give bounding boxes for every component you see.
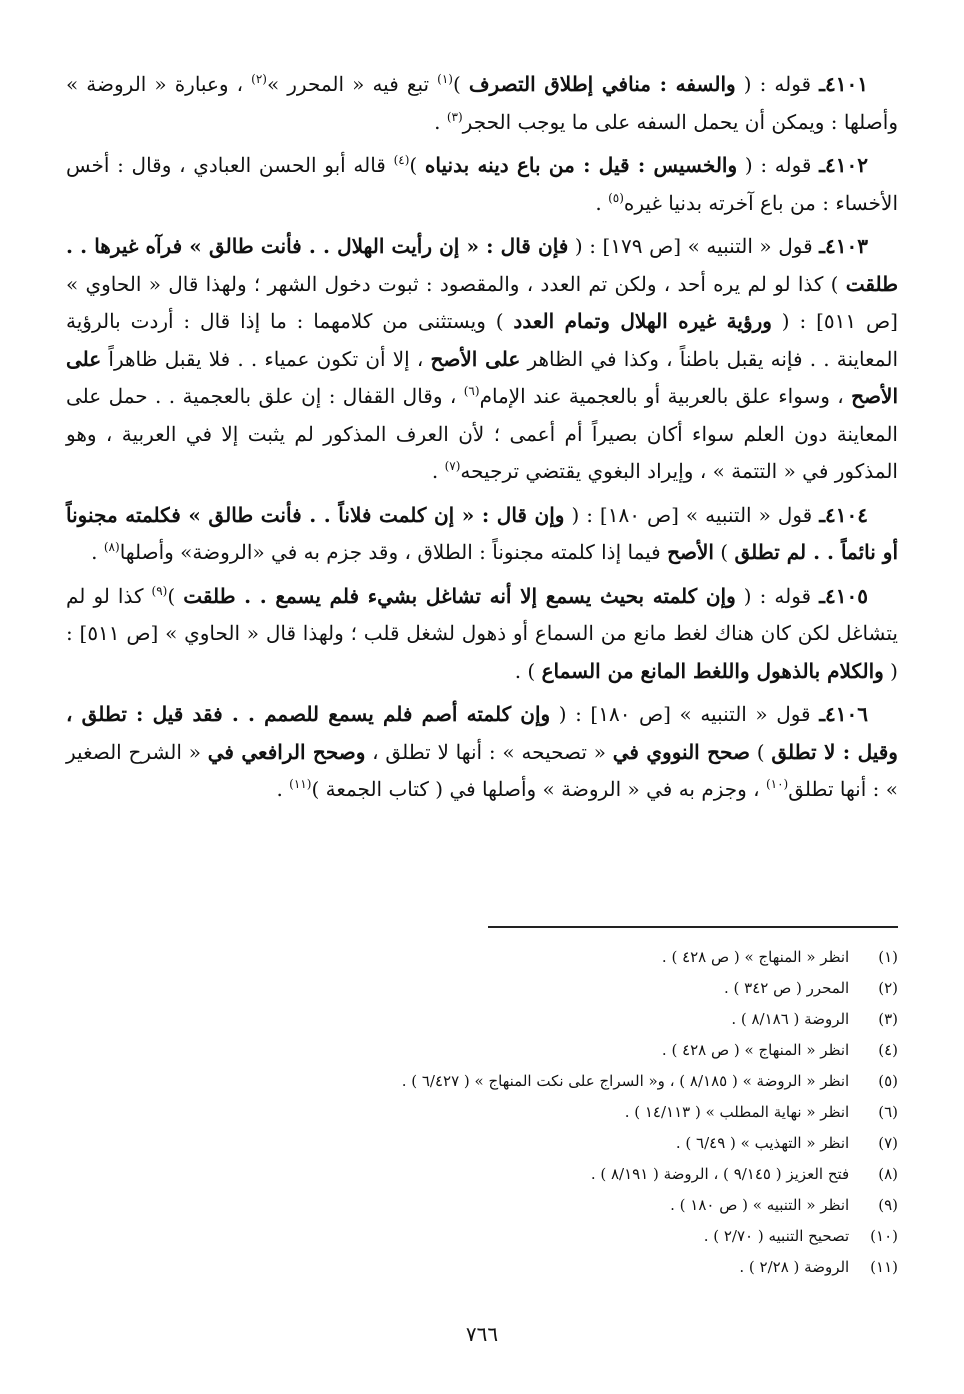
- footnote-item: [278, 1004, 898, 1035]
- quoted-text: وإن كلمته بحيث يسمع إلا أنه تشاغل بشيء فلم يسمع . . طلقت: [183, 583, 736, 608]
- body-text: فيما إذا كلمته مجنوناً : الطلاق ، وقد جزم به في «الروضة» وأصلها: [119, 540, 668, 564]
- footnote-text: انظر « الروضة » ( ٨/١٨٥ ) ، و« السراج على نكت المنهاج » ( ٦/٤٢٧ ) .: [401, 1072, 850, 1090]
- footnote-ref: (٧): [444, 459, 461, 473]
- footnote-item: [278, 1159, 898, 1190]
- footnote-item: [278, 1190, 898, 1221]
- footnote-text: تصحيح التنبيه ( ٢/٧٠ ) .: [703, 1227, 850, 1245]
- body-text: « تصحيحه » : أنها لا تطلق ،: [365, 739, 613, 764]
- page-number: ٧٦٦: [465, 1322, 499, 1346]
- paragraph: [66, 228, 898, 491]
- footnote-number: (٤): [878, 1041, 898, 1059]
- quoted-text: صحح النووي في: [612, 739, 750, 764]
- footnote-text: فتح العزيز ( ٩/١٤٥ ) ، الروضة ( ٨/١٩١ ) .: [590, 1165, 850, 1183]
- footnote-item: [278, 1035, 898, 1066]
- footnote-text: الروضة ( ٨/١٨٦ ) .: [731, 1010, 850, 1028]
- footnote-text: انظر « نهاية المطلب » ( ١٤/١١٣ ) .: [624, 1103, 850, 1121]
- paragraph-number: ٤١٠٦ـ: [819, 702, 869, 726]
- body-text: كذا لو لم يتشاغل لكن كان هناك لغط مانع من السماع أو ذهول لشغل قلب ؛ ولهذا قال « الحاوي » [ص ٥١١] : (: [66, 583, 898, 683]
- body-text: ): [409, 153, 425, 177]
- footnote-ref: (٨): [103, 540, 120, 554]
- paragraph-number: ٤١٠٥ـ: [819, 583, 868, 608]
- quoted-text: فإن قال : « إن رأيت الهلال . . فأنت طالق » فرآه غيرها . . طلقت: [66, 234, 898, 296]
- body-text: ، إلا أن تكون عمياء . . فلا يقبل ظاهراً: [101, 346, 431, 371]
- paragraph-number: ٤١٠٢ـ: [819, 153, 868, 177]
- footnote-ref: (٥): [608, 190, 624, 205]
- footnote-number: (١١): [870, 1258, 898, 1276]
- footnote-text: انظر « المنهاج » ( ص ٤٢٨ ) .: [661, 1041, 850, 1059]
- main-text: [66, 66, 898, 815]
- body-text: ) كذا لو لم يره أحد ، ولكن تم العدد ، والمقصود : ثبوت دخول الشهر ؛ ولهذا قال « الحاوي » [ص ٥١١] : (: [66, 271, 898, 333]
- footnote-text: انظر « التنبيه » ( ص ١٨٠ ) .: [670, 1196, 850, 1214]
- footnote-ref: (١): [437, 72, 453, 86]
- body-text: ): [452, 72, 469, 96]
- footnotes-list: [278, 942, 898, 1283]
- paragraph: [66, 147, 898, 222]
- body-text: ) ويستثنى من كلامهما : ما إذا قال : أردت بالرؤية المعاينة . . فإنه يقبل باطناً ، وكذا في الظاهر: [66, 309, 898, 371]
- footnote-text: المحرر ( ص ٣٤٢ ) .: [723, 979, 850, 997]
- body-text: ): [713, 540, 735, 564]
- quoted-text: ورؤية غيره الهلال وتمام العدد: [513, 309, 772, 333]
- body-text: « الشرح الصغير » : أنها تطلق: [66, 739, 898, 801]
- body-text: ، وسواء علق بالعربية أو بالعجمية عند الإمام: [479, 384, 852, 408]
- body-text: قول « التنبيه » [ص ١٨٠] : (: [550, 702, 820, 726]
- quoted-text: وصحح الرافعي في: [207, 739, 366, 764]
- quoted-text: على الأصح: [66, 346, 898, 408]
- footnote-item: [278, 1066, 898, 1097]
- footnote-text: الروضة ( ٢/٢٨ ) .: [739, 1258, 850, 1276]
- quoted-text: الأصح: [667, 540, 714, 564]
- paragraph: [66, 66, 898, 141]
- footnote-item: [278, 1252, 898, 1283]
- footnote-number: (٥): [878, 1072, 898, 1090]
- body-text: قوله : (: [735, 72, 820, 96]
- quoted-text: والسفه : منافي إطلاق التصرف: [468, 72, 736, 96]
- footnote-ref: (٦): [463, 384, 480, 398]
- body-text: قوله : (: [737, 153, 820, 177]
- body-text: قاله أبو الحسن العبادي ، وقال : أخس الأخساء : من باع آخرته بدنيا غيره: [66, 153, 898, 215]
- body-text: ، وجزم به في « الروضة » وأصلها في ( كتاب الجمعة ): [311, 777, 766, 801]
- body-text: قوله : (: [735, 583, 820, 608]
- footnote-item: [278, 973, 898, 1004]
- body-text: قول « التنبيه » [ص ١٧٩] : (: [568, 234, 820, 258]
- paragraph-number: ٤١٠٤ـ: [819, 502, 869, 527]
- quoted-text: على الأصح: [430, 346, 521, 371]
- body-text: ، وعبارة « الروضة » وأصلها : ويمكن أن يحمل السفه على ما يوجب الحجر: [66, 72, 898, 134]
- footnote-ref: (٩): [151, 583, 168, 598]
- footnote-text: انظر « المنهاج » ( ص ٤٢٨ ) .: [661, 948, 850, 966]
- paragraph: [66, 578, 898, 691]
- footnote-item: [278, 1128, 898, 1159]
- footnote-number: (٨): [878, 1165, 898, 1183]
- paragraph: [66, 696, 898, 809]
- footnote-number: (٢): [878, 979, 898, 997]
- footnote-number: (٩): [878, 1196, 898, 1214]
- footnote-ref: (٤): [393, 153, 410, 167]
- body-text: ) .: [514, 658, 542, 683]
- body-text: .: [276, 777, 290, 801]
- body-text: ): [749, 739, 772, 764]
- footnote-separator: [488, 926, 898, 928]
- footnote-item: [278, 1221, 898, 1252]
- body-text: .: [431, 459, 445, 483]
- footnote-item: [278, 942, 898, 973]
- quoted-text: والكلام بالذهول واللغط المانع من السماع: [541, 658, 884, 683]
- body-text: تبع فيه « المحرر »: [266, 72, 438, 96]
- footnote-number: (٦): [878, 1103, 898, 1121]
- footnote-text: انظر « التهذيب » ( ٦/٤٩ ) .: [675, 1134, 850, 1152]
- body-text: ): [167, 583, 184, 608]
- body-text: .: [91, 540, 104, 564]
- body-text: .: [595, 190, 609, 215]
- footnote-item: [278, 1097, 898, 1128]
- body-text: .: [434, 109, 447, 134]
- footnote-number: (٧): [878, 1134, 898, 1152]
- quoted-text: وإن كلمته أصم فلم يسمع للصمم . . فقد قيل : تطلق ، وقيل : لا تطلق: [66, 702, 898, 764]
- footnote-number: (١٠): [870, 1227, 898, 1245]
- quoted-text: وإن قال : « إن كلمت فلاناً . . فأنت طالق » فكلمته مجنوناً أو نائماً . . لم تطلق: [66, 502, 898, 564]
- paragraph-number: ٤١٠١ـ: [819, 72, 868, 96]
- footnote-ref: (٢): [251, 72, 267, 86]
- footnote-ref: (١١): [289, 777, 312, 791]
- body-text: قول « التنبيه » [ص ١٨٠] : (: [564, 502, 820, 527]
- footnote-number: (١): [878, 948, 898, 966]
- paragraph: [66, 497, 898, 572]
- footnote-number: (٣): [878, 1010, 898, 1028]
- footnote-ref: (١٠): [765, 777, 789, 791]
- body-text: ، وقال القفال : إن علق بالعجمية . . حمل على المعاينة دون العلم سواء أكان بصيراً أم أعمى ؛ لأن العرف المذكور لم يثبت إلا في العربية ، وهو المذكور في « التتمة » ، وإيراد البغوي يقتضي ترجيحه: [66, 384, 898, 483]
- paragraph-number: ٤١٠٣ـ: [819, 234, 868, 258]
- footnote-ref: (٣): [446, 109, 463, 124]
- quoted-text: والخسيس : قيل : من باع دينه بدنياه: [424, 153, 738, 177]
